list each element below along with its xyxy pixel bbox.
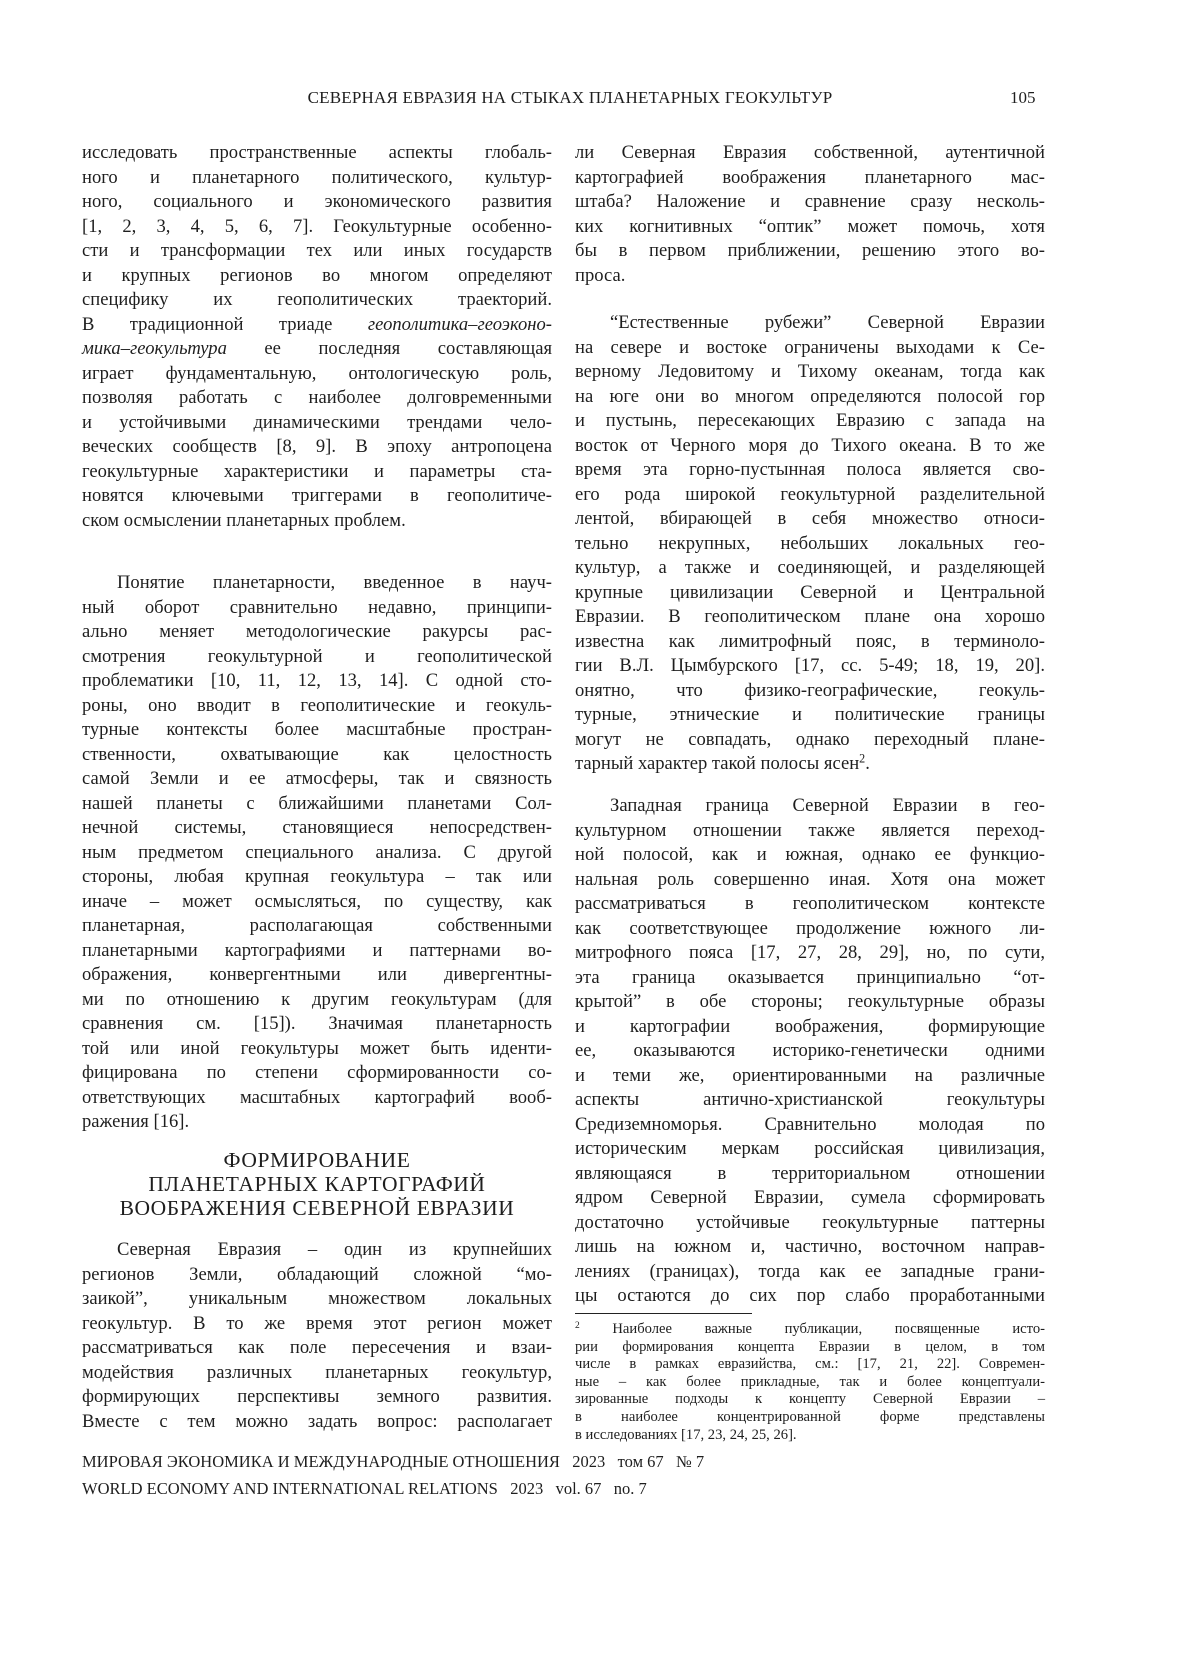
text-line: геокультурные характеристики и параметры ста- bbox=[82, 460, 552, 485]
text-line: ный оборот сравнительно недавно, принципи- bbox=[82, 596, 552, 621]
text-line: известна как лимитрофный пояс, в терминоло- bbox=[575, 630, 1045, 655]
text-line: играет фундаментальную, онтологическую роль, bbox=[82, 362, 552, 387]
footnote-marker: 2 bbox=[575, 1321, 580, 1331]
text-line: [1, 2, 3, 4, 5, 6, 7]. Геокультурные особенно- bbox=[82, 215, 552, 240]
text-line: числе в рамках евразийства, см.: [17, 21, 22]. Современ- bbox=[575, 1356, 1045, 1374]
text-segment: мика–геокультура bbox=[82, 338, 227, 359]
heading-line: ФОРМИРОВАНИЕ bbox=[82, 1148, 552, 1172]
text-line: аспекты античнo-христианской геокультуры bbox=[575, 1088, 1045, 1113]
text-line: на юге они во многом определяются полосой гор bbox=[575, 385, 1045, 410]
paragraph bbox=[575, 311, 1045, 777]
text-segment: Наиболее важные публикации, посвященные исто- bbox=[580, 1321, 1045, 1337]
text-line: культур, а также и соединяющей, и разделяющей bbox=[575, 556, 1045, 581]
text-line: турные контексты более масштабные простран- bbox=[82, 718, 552, 743]
text-line: иначе – может осмысляться, по существу, как bbox=[82, 890, 552, 915]
text-segment: тарный характер такой полосы ясен bbox=[575, 753, 859, 774]
text-line: верному Ледовитому и Тихому океанам, тогда как bbox=[575, 360, 1045, 385]
text-line: цы остаются до сих пор слабо проработанными bbox=[575, 1284, 1045, 1309]
text-line: сравнения см. [15]). Значимая планетарность bbox=[82, 1012, 552, 1037]
text-line: являющаяся в территориальном отношении bbox=[575, 1162, 1045, 1187]
text-line: смотрения геокультурной и геополитической bbox=[82, 645, 552, 670]
text-line: ные – как более прикладные, так и более концептуали- bbox=[575, 1374, 1045, 1392]
heading-line: ВООБРАЖЕНИЯ СЕВЕРНОЙ ЕВРАЗИИ bbox=[82, 1196, 552, 1220]
text-line: как соответствующее продолжение южного ли- bbox=[575, 917, 1045, 942]
text-line: эта граница оказывается принципиально “от- bbox=[575, 966, 1045, 991]
page-number: 105 bbox=[1010, 88, 1036, 108]
text-segment: . bbox=[865, 753, 870, 774]
text-line: и пустынь, пересекающих Евразию с запада на bbox=[575, 409, 1045, 434]
text-line: проблематики [10, 11, 12, 13, 14]. С одной сто- bbox=[82, 669, 552, 694]
heading-line: ПЛАНЕТАРНЫХ КАРТОГРАФИЙ bbox=[82, 1172, 552, 1196]
text-line: время эта горно-пустынная полоса является сво- bbox=[575, 458, 1045, 483]
text-line: формирующих перспективы земного развития. bbox=[82, 1385, 552, 1410]
text-line: тельно некрупных, небольших локальных гео- bbox=[575, 532, 1045, 557]
journal-footer-en: WORLD ECONOMY AND INTERNATIONAL RELATIONS 2023 vol. 67 no. 7 bbox=[82, 1479, 647, 1499]
text-line: ного и планетарного политического, культур- bbox=[82, 166, 552, 191]
running-title: СЕВЕРНАЯ ЕВРАЗИЯ НА СТЫКАХ ПЛАНЕТАРНЫХ ГЕОКУЛЬТУР bbox=[250, 88, 890, 108]
text-line: Вместе с тем можно задать вопрос: располагает bbox=[82, 1410, 552, 1435]
text-line: ного, социального и экономического развития bbox=[82, 190, 552, 215]
text-line: фицирована по степени сформированности со- bbox=[82, 1061, 552, 1086]
paragraph bbox=[82, 141, 552, 533]
text-line: его рода широкой геокультурной разделительной bbox=[575, 483, 1045, 508]
text-line: ным предметом специального анализа. С другой bbox=[82, 841, 552, 866]
text-line: нашей планеты с ближайшими планетами Сол- bbox=[82, 792, 552, 817]
text-line bbox=[82, 313, 552, 338]
text-line: стороны, любая крупная геокультура – так или bbox=[82, 865, 552, 890]
text-line: и картографии воображения, формирующие bbox=[575, 1015, 1045, 1040]
section-heading bbox=[82, 1148, 552, 1220]
text-line: ражения [16]. bbox=[82, 1110, 552, 1135]
text-line: специфику их геополитических траекторий. bbox=[82, 288, 552, 313]
paragraph bbox=[82, 1238, 552, 1434]
text-line: нечной системы, становящиеся непосредствен- bbox=[82, 816, 552, 841]
text-line: Северная Евразия – один из крупнейших bbox=[82, 1238, 552, 1263]
text-line: лениях (границах), тогда как ее западные грани- bbox=[575, 1260, 1045, 1285]
text-line: культурном отношении также является переход- bbox=[575, 819, 1045, 844]
text-line: ми по отношению к другим геокультурам (для bbox=[82, 988, 552, 1013]
text-line: и теми же, ориентированными на различные bbox=[575, 1064, 1045, 1089]
text-line: Средиземноморья. Сравнительно молодая по bbox=[575, 1113, 1045, 1138]
text-line: ной полосой, как и южная, однако ее функцио- bbox=[575, 843, 1045, 868]
footnote-divider bbox=[575, 1313, 752, 1314]
text-line: картографией воображения планетарного мас- bbox=[575, 166, 1045, 191]
text-line: Евразии. В геополитическом плане она хорошо bbox=[575, 605, 1045, 630]
text-line: ее, оказываются историко-генетически одними bbox=[575, 1039, 1045, 1064]
text-line: крытой” в обе стороны; геокультурные образы bbox=[575, 990, 1045, 1015]
text-line bbox=[575, 1321, 1045, 1339]
paragraph bbox=[82, 571, 552, 1135]
text-line: той или иной геокультуры может быть иденти- bbox=[82, 1037, 552, 1062]
text-line: митрофного пояса [17, 27, 28, 29], но, по сути, bbox=[575, 941, 1045, 966]
text-line: веческих сообществ [8, 9]. В эпоху антропоцена bbox=[82, 435, 552, 460]
text-line: и устойчивыми динамическими трендами чело- bbox=[82, 411, 552, 436]
text-line: крупные цивилизации Северной и Центральной bbox=[575, 581, 1045, 606]
text-line: новятся ключевыми триггерами в геополитиче- bbox=[82, 484, 552, 509]
text-line bbox=[82, 337, 552, 362]
text-line: могут не совпадать, однако переходный плане- bbox=[575, 728, 1045, 753]
text-line: лишь на южном и, частично, восточном направ- bbox=[575, 1235, 1045, 1260]
text-line: на севере и востоке ограничены выходами к Се- bbox=[575, 336, 1045, 361]
text-line: модействия различных планетарных геокультур, bbox=[82, 1361, 552, 1386]
text-line: исследовать пространственные аспекты глобаль- bbox=[82, 141, 552, 166]
text-segment: В традиционной триаде bbox=[82, 314, 368, 335]
footnote-marker: 2 bbox=[859, 751, 865, 765]
text-line: ли Северная Евразия собственной, аутентичной bbox=[575, 141, 1045, 166]
text-line: гии В.Л. Цымбурского [17, сс. 5-49; 18, 19, 20]. bbox=[575, 654, 1045, 679]
text-line: роны, оно вводит в геополитические и геокуль- bbox=[82, 694, 552, 719]
text-line: в наиболее концентрированной форме представлены bbox=[575, 1409, 1045, 1427]
text-line: планетарными картографиями и паттернами во- bbox=[82, 939, 552, 964]
text-line: ядром Северной Евразии, сумела сформировать bbox=[575, 1186, 1045, 1211]
text-line: бы в первом приближении, решению этого во- bbox=[575, 239, 1045, 264]
text-line: штаба? Наложение и сравнение сразу несколь- bbox=[575, 190, 1045, 215]
text-line: рассматриваться как поле пересечения и взаи- bbox=[82, 1336, 552, 1361]
text-segment: геополитика–геоэконо- bbox=[368, 314, 552, 335]
text-line: ственности, охватывающие как целостность bbox=[82, 743, 552, 768]
text-line: зированные подходы к концепту Северной Евразии – bbox=[575, 1391, 1045, 1409]
text-line: восток от Черного моря до Тихого океана. В то же bbox=[575, 434, 1045, 459]
text-line: сти и трансформации тех или иных государств bbox=[82, 239, 552, 264]
text-line: достаточно устойчивые геокультурные паттерны bbox=[575, 1211, 1045, 1236]
text-line: турные, этнические и политические границы bbox=[575, 703, 1045, 728]
text-line: Понятие планетарности, введенное в науч- bbox=[82, 571, 552, 596]
text-line: регионов Земли, обладающий сложной “мо- bbox=[82, 1263, 552, 1288]
text-line: заикой”, уникальным множеством локальных bbox=[82, 1287, 552, 1312]
footnote bbox=[575, 1321, 1045, 1444]
text-line: рии формирования концепта Евразии в целом, в том bbox=[575, 1339, 1045, 1357]
text-line: ском осмыслении планетарных проблем. bbox=[82, 509, 552, 534]
text-line: ображения, конвергентными или дивергентны- bbox=[82, 963, 552, 988]
journal-footer-ru: МИРОВАЯ ЭКОНОМИКА И МЕЖДУНАРОДНЫЕ ОТНОШЕНИЯ 2023 том 67 № 7 bbox=[82, 1452, 704, 1472]
text-segment: ее последняя составляющая bbox=[227, 338, 552, 359]
text-line: планетарная, располагающая собственными bbox=[82, 914, 552, 939]
text-line: проса. bbox=[575, 264, 1045, 289]
text-line: в исследованиях [17, 23, 24, 25, 26]. bbox=[575, 1427, 1045, 1445]
text-line: самой Земли и ее атмосферы, так и связность bbox=[82, 767, 552, 792]
text-line: “Естественные рубежи” Северной Евразии bbox=[575, 311, 1045, 336]
text-line: рассматриваться в геополитическом контексте bbox=[575, 892, 1045, 917]
paragraph bbox=[575, 141, 1045, 288]
paragraph bbox=[575, 794, 1045, 1309]
text-line: геокультур. В то же время этот регион может bbox=[82, 1312, 552, 1337]
text-line: онятно, что физико-географические, геокуль- bbox=[575, 679, 1045, 704]
text-line: лентой, вбирающей в себя множество относи- bbox=[575, 507, 1045, 532]
text-line: историческим меркам российская цивилизация, bbox=[575, 1137, 1045, 1162]
text-line: ответствующих масштабных картографий вооб- bbox=[82, 1086, 552, 1111]
text-line: и крупных регионов во многом определяют bbox=[82, 264, 552, 289]
text-line: позволяя работать с наиболее долговременными bbox=[82, 386, 552, 411]
text-line bbox=[575, 752, 1045, 777]
text-line: нальная роль совершенно иная. Хотя она может bbox=[575, 868, 1045, 893]
text-line: ких когнитивных “оптик” может помочь, хотя bbox=[575, 215, 1045, 240]
text-line: Западная граница Северной Евразии в гео- bbox=[575, 794, 1045, 819]
text-line: ально меняет методологические ракурсы рас- bbox=[82, 620, 552, 645]
